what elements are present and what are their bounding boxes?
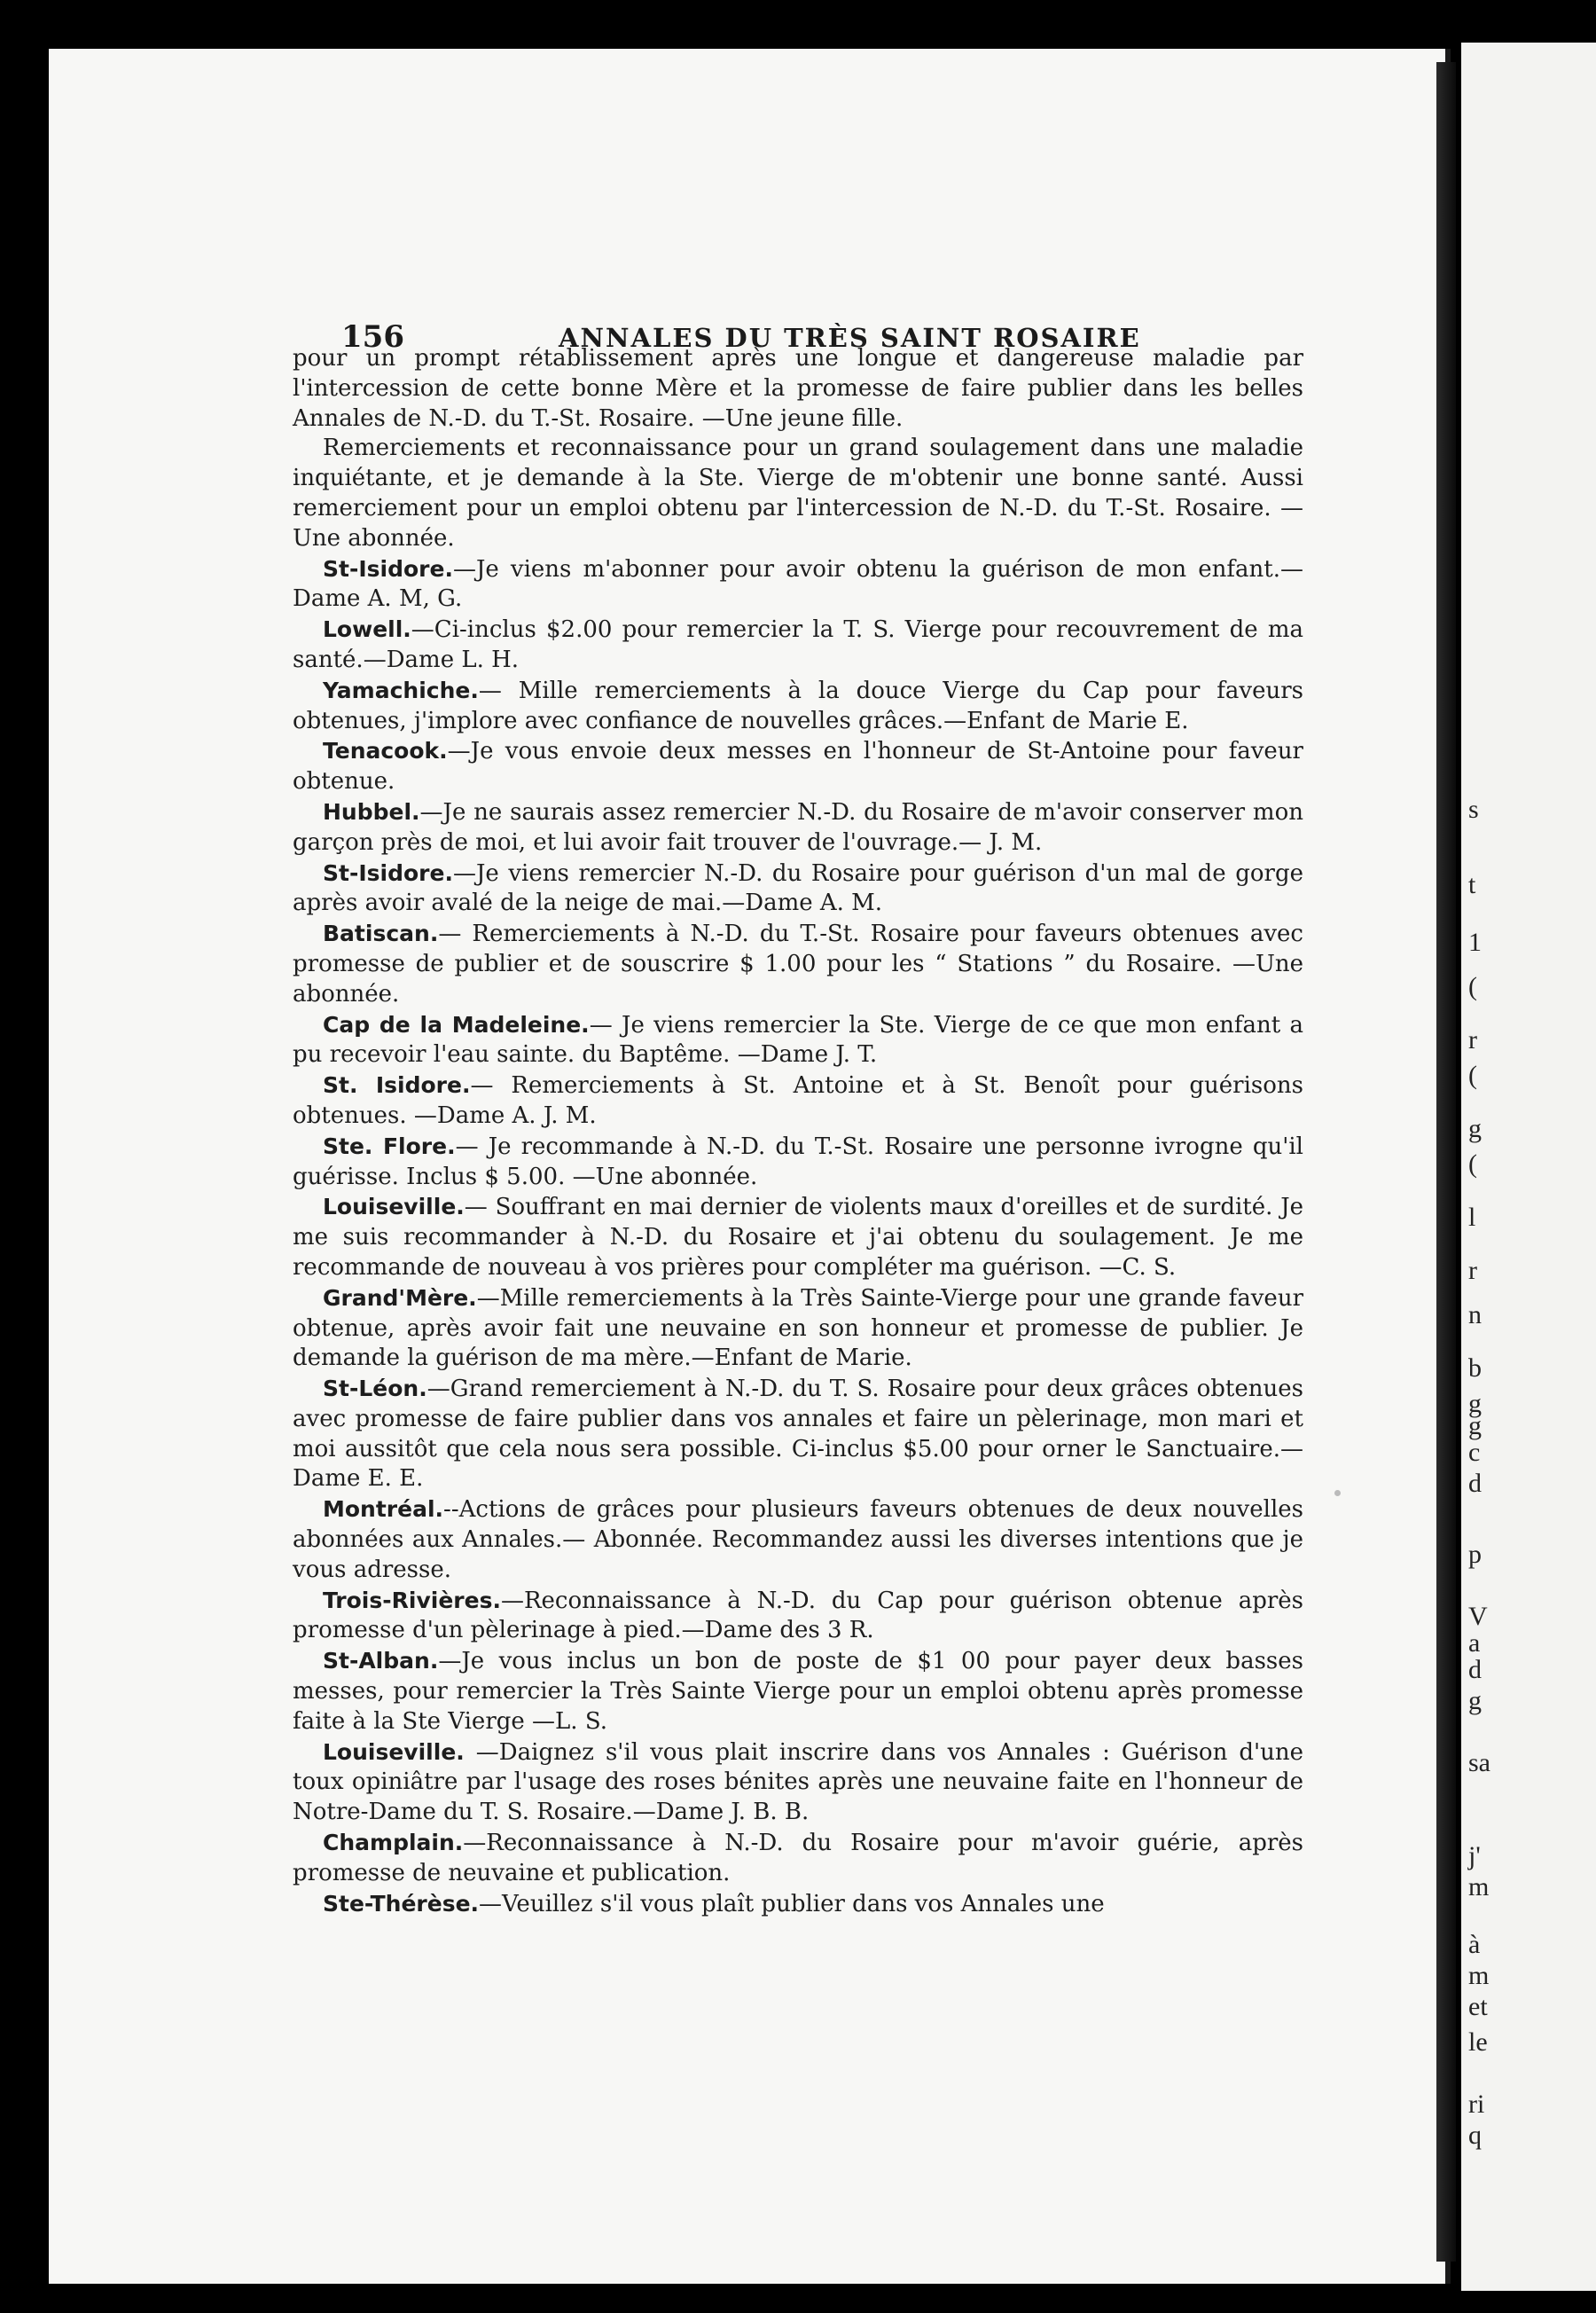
facing-page-fragment: (: [1468, 1149, 1477, 1179]
entry-text: —Je viens m'abonner pour avoir obtenu la guérison de mon enfant.—Dame A. M, G.: [293, 555, 1303, 613]
facing-page-fragment: s: [1468, 795, 1479, 824]
entry-text: —Je vous envoie deux messes en l'honneur de St-Antoine pour faveur obtenue.: [293, 738, 1303, 796]
entry-text: —Veuillez s'il vous plaît publier dans vos Annales une: [479, 1890, 1105, 1917]
entry-text: Remerciements et reconnaissance pour un grand soulagement dans une maladie inquiétante, et je demande à la Ste. Vierge de m'obtenir une bonne santé. Aussi remerciement pour un emploi obtenu par l'intercession de N.-D. du T.-St. Rosaire. —Une abonnée.: [293, 435, 1303, 552]
entry-paragraph: [293, 434, 1303, 553]
facing-page-fragment: b: [1468, 1353, 1482, 1383]
entry-place: Ste-Thérèse.: [323, 1890, 480, 1917]
facing-page-fragment: a: [1468, 1628, 1481, 1658]
book-gutter: [1436, 62, 1456, 2262]
entry-paragraph: [293, 1889, 1303, 1920]
entry-paragraph: [293, 859, 1303, 920]
entry-text: pour un prompt rétablissement après une longue et dangereuse maladie par l'intercession de cette bonne Mère et la promesse de faire publier dans les belles Annales de N.-D. du T.-St. Rosaire. —Une jeune fille.: [293, 345, 1303, 432]
entry-paragraph: [293, 1494, 1303, 1585]
entry-place: Louiseville.: [323, 1738, 465, 1765]
facing-page-fragment: r: [1468, 1256, 1477, 1285]
entry-text: —Daignez s'il vous plait inscrire dans vos Annales : Guérison d'une toux opiniâtre par l'usage des roses bénites après une neuvaine faite en l'honneur de Notre-Dame du T. S. Rosaire.—Dame J. B. B.: [293, 1738, 1303, 1826]
entry-paragraph: [293, 615, 1303, 676]
entry-place: Yamachiche.: [323, 677, 479, 703]
entry-place: Grand'Mère.: [323, 1284, 477, 1311]
entry-paragraph: [293, 919, 1303, 1009]
page-speck: [1334, 1490, 1341, 1496]
entry-text: —Reconnaissance à N.-D. du Rosaire pour m'avoir guérie, après promesse de neuvaine et publication.: [293, 1830, 1303, 1886]
entry-paragraph: [293, 1132, 1303, 1193]
entry-text: — Remerciements à St. Antoine et à St. Benoît pour guérisons obtenues. —Dame A. J. M.: [293, 1072, 1304, 1129]
body-text: [293, 344, 1303, 1919]
entry-text: — Je recommande à N.-D. du T.-St. Rosaire une personne ivrogne qu'il guérisse. Inclus $ 5.00. —Une abonnée.: [293, 1133, 1303, 1190]
entry-place: Ste. Flore.: [323, 1133, 456, 1159]
entry-place: St-Isidore.: [323, 555, 453, 582]
entry-place: Champlain.: [323, 1830, 464, 1856]
facing-page-fragment: q: [1468, 2121, 1482, 2150]
page-number: 156: [341, 319, 404, 355]
entry-place: Hubbel.: [323, 798, 420, 825]
entry-text: —Mille remerciements à la Très Sainte-Vierge pour une grande faveur obtenue, après avoir fait une neuvaine en son honneur et promesse de publier. Je demande la guérison de ma mère.—Enfant de Marie.: [293, 1284, 1303, 1372]
facing-page-fragment: g: [1468, 1114, 1482, 1143]
facing-page-edge: [1461, 43, 1596, 2291]
entry-text: —Je ne saurais assez remercier N.-D. du Rosaire de m'avoir conserver mon garçon près de moi, et lui avoir fait trouver de l'ouvrage.— J. M.: [293, 798, 1303, 856]
facing-page-fragment: (: [1468, 1061, 1477, 1090]
entry-paragraph: [293, 1737, 1303, 1828]
facing-page-fragment: c: [1468, 1438, 1481, 1467]
entry-paragraph: [293, 1283, 1303, 1374]
entry-place: St-Alban.: [323, 1648, 439, 1674]
facing-page-fragment: le: [1468, 2027, 1488, 2057]
entry-text: — Je viens remercier la Ste. Vierge de ce que mon enfant a pu recevoir l'eau sainte. du Baptême. —Dame J. T.: [293, 1011, 1303, 1069]
entry-paragraph: [293, 736, 1303, 797]
facing-page-fragment: t: [1468, 870, 1476, 899]
facing-page-fragment: 1: [1468, 928, 1482, 957]
entry-place: Trois-Rivières.: [323, 1587, 501, 1613]
facing-page-fragment: m: [1468, 1961, 1490, 1990]
entry-paragraph: [293, 344, 1303, 434]
facing-page-fragment: j': [1468, 1841, 1481, 1870]
entry-place: Batiscan.: [323, 921, 439, 947]
entry-paragraph: [293, 554, 1303, 615]
entry-paragraph: [293, 1070, 1303, 1132]
entry-place: Montréal.: [323, 1496, 444, 1523]
entry-text: --Actions de grâces pour plusieurs faveurs obtenues de deux nouvelles abonnées aux Annales.— Abonnée. Recommandez aussi les diverses intentions que je vous adresse.: [293, 1496, 1303, 1583]
entry-place: Louiseville.: [323, 1194, 465, 1220]
entry-text: — Remerciements à N.-D. du T.-St. Rosaire pour faveurs obtenues avec promesse de publier et de souscrire $ 1.00 pour les “ Stations ” du Rosaire. —Une abonnée.: [293, 921, 1303, 1008]
entry-place: St-Isidore.: [323, 859, 453, 886]
facing-page-fragment: l: [1468, 1203, 1476, 1232]
entry-paragraph: [293, 1010, 1303, 1071]
entry-text: —Grand remerciement à N.-D. du T. S. Rosaire pour deux grâces obtenues avec promesse de faire publier dans vos annales et faire un pèlerinage, mon mari et moi aussitôt que cela nous sera possible. Ci-inclus $5.00 pour orner le Sanctuaire.—Dame E. E.: [293, 1376, 1303, 1493]
facing-page-fragment: g: [1468, 1389, 1482, 1418]
facing-page-fragment: à: [1468, 1930, 1481, 1959]
entry-paragraph: [293, 1646, 1303, 1737]
entry-text: — Mille remerciements à la douce Vierge du Cap pour faveurs obtenues, j'implore avec confiance de nouvelles grâces.—Enfant de Marie E.: [293, 677, 1303, 734]
running-title: ANNALES DU TRÈS SAINT ROSAIRE: [559, 323, 1141, 353]
entry-place: Cap de la Madeleine.: [323, 1011, 590, 1038]
facing-page-fragment: r: [1468, 1025, 1477, 1055]
entry-text: —Je viens remercier N.-D. du Rosaire pour guérison d'un mal de gorge après avoir avalé de la neige de mai.—Dame A. M.: [293, 859, 1303, 917]
entry-place: St-Léon.: [323, 1376, 427, 1402]
entry-place: St. Isidore.: [323, 1072, 471, 1099]
facing-page-fragment: d: [1468, 1469, 1482, 1498]
entry-place: Lowell.: [323, 616, 411, 643]
entry-text: — Souffrant en mai dernier de violents maux d'oreilles et de surdité. Je me suis recommander à N.-D. du Rosaire et j'ai obtenu du soulagement. Je me recommande de nouveau à vos prières pour compléter ma guérison. —C. S.: [293, 1194, 1303, 1281]
entry-text: —Je vous inclus un bon de poste de $1 00 pour payer deux basses messes, pour remercier la Très Sainte Vierge pour un emploi obtenu après promesse faite à la Ste Vierge —L. S.: [293, 1648, 1303, 1735]
facing-page-fragment: n: [1468, 1300, 1482, 1329]
facing-page-fragment: g: [1468, 1686, 1482, 1715]
facing-page-fragment: d: [1468, 1655, 1482, 1684]
entry-text: —Reconnaissance à N.-D. du Cap pour guérison obtenue après promesse d'un pèlerinage à pied.—Dame des 3 R.: [293, 1587, 1303, 1644]
facing-page-fragment: g: [1468, 1411, 1482, 1440]
facing-page-fragment: sa: [1468, 1748, 1490, 1777]
facing-page-fragment: (: [1468, 972, 1477, 1001]
entry-paragraph: [293, 1374, 1303, 1494]
facing-page-fragment: p: [1468, 1540, 1482, 1569]
entry-paragraph: [293, 676, 1303, 737]
facing-page-fragment: V: [1468, 1602, 1488, 1631]
entry-text: —Ci-inclus $2.00 pour remercier la T. S. Vierge pour recouvrement de ma santé.—Dame L. H.: [293, 616, 1303, 673]
entry-paragraph: [293, 797, 1303, 859]
entry-place: Tenacook.: [323, 738, 448, 764]
entry-paragraph: [293, 1586, 1303, 1647]
entry-paragraph: [293, 1828, 1303, 1889]
entry-paragraph: [293, 1192, 1303, 1282]
facing-page-fragment: m: [1468, 1872, 1490, 1901]
facing-page-fragment: ri: [1468, 2090, 1485, 2119]
facing-page-fragment: et: [1468, 1992, 1488, 2021]
